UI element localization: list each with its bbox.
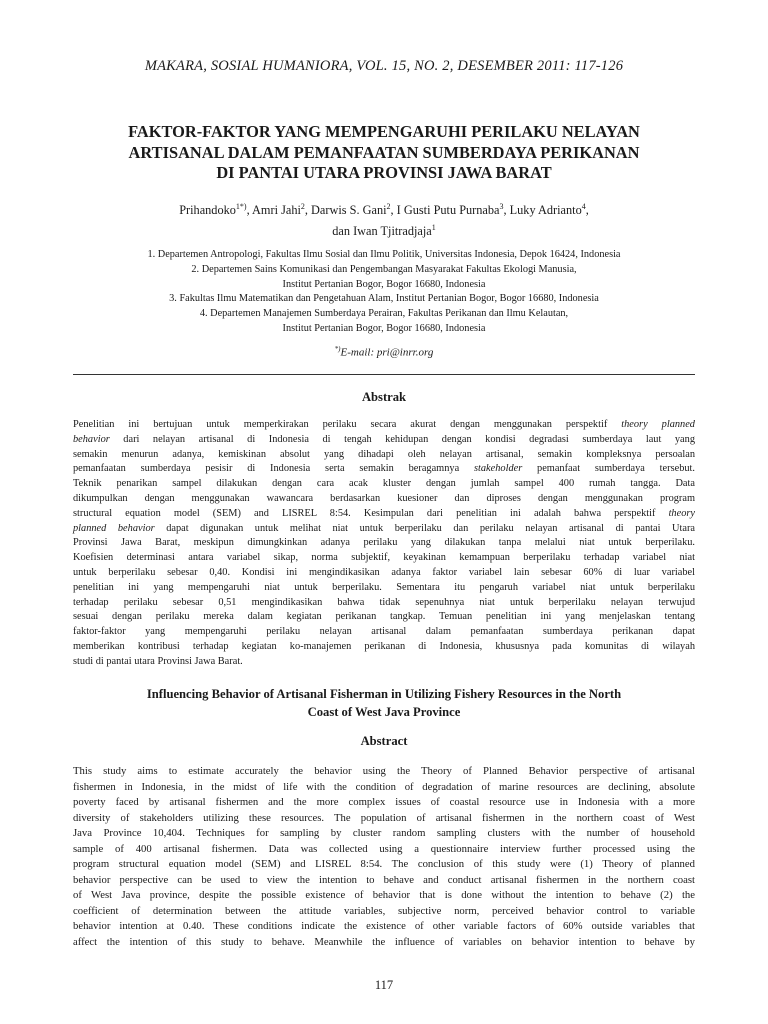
author-line (60, 219, 708, 240)
author-name: , I Gusti Putu Purnaba (390, 203, 500, 218)
text-line: memberikan kontribusi terhadap kegiatan ko-manajemen perikanan di Indonesia, khususnya pada komunitas di wilayah (73, 640, 695, 652)
author-sup: 2 (386, 202, 391, 211)
abstrak-body (73, 418, 695, 670)
text-line: poverty faced by artisanal fishermen and the more complex issues of coastal resource use in Indonesia with a more (73, 796, 695, 808)
text-line: pemanfaatan sumberdaya pesisir di Indonesia serta semakin beragamnya stakeholder pemanfaat sumberdaya tersebut. (73, 463, 695, 475)
text-line: studi di pantai utara Provinsi Jawa Barat. (73, 655, 243, 667)
text-line: behavior perspective can be used to view the intention to behave and conduct artisanal fishermen in the northern coast (73, 873, 695, 886)
english-title-line: Influencing Behavior of Artisanal Fisherman in Utilizing Fishery Resources in the North (146, 687, 622, 701)
author-sep: , (585, 203, 589, 218)
affiliation-line: 4. Departemen Manajemen Sumberdaya Perairan, Fakultas Perikanan dan Ilmu Kelautan, (199, 308, 569, 320)
english-title-line: Coast of West Java Province (307, 704, 461, 719)
text-line: faktor-faktor yang mempengaruhi perilaku nelayan artisanal dalam pemanfaatan sumberdaya perikanan dapat (73, 626, 695, 638)
text-line: affect the intention of this study to behave. Meanwhile the influence of variables on behavior intention to behave by (73, 935, 695, 948)
author-sup: 1*) (235, 202, 247, 211)
title-line: FAKTOR-FAKTOR YANG MEMPENGARUHI PERILAKU NELAYAN (128, 122, 640, 141)
email-mark: *) (334, 345, 341, 353)
text-line: dikumpulkan dengan menggunakan wawancara berdasarkan kuesioner dan diproses dengan menggunakan program (73, 492, 695, 504)
author-name: dan Iwan Tjitradjaja (332, 224, 432, 239)
contact-email (0, 345, 768, 359)
author-sup: 4 (581, 202, 586, 211)
author-list (60, 198, 708, 240)
author-name: Prihandoko (179, 203, 236, 218)
text-line: behavior intention at 0.40. These conditions indicate the existence of other variable factors of 60% outside variables that (73, 920, 695, 932)
text-line: Penelitian ini bertujuan untuk memperkirakan perilaku secara akurat dengan menggunakan perspektif theory planned (73, 419, 695, 430)
text-line: Provinsi Jawa Barat, meskipun dimungkinkan adanya perilaku yang dilakukan tanpa melalui niat untuk berperilaku. (73, 537, 695, 549)
text-line: Teknik penarikan sampel dilakukan dengan cara acak kluster dengan jumlah sampel 400 rumah tangga. Data (73, 478, 695, 490)
text-line: planned behavior dapat digunakan untuk melihat niat untuk berperilaku dan perilaku nelayan artisanal di pantai Utara (73, 522, 695, 534)
affiliation-line: 3. Fakultas Ilmu Matematikan dan Pengetahuan Alam, Institut Pertanian Bogor, Bogor 16680, Indonesia (169, 293, 599, 305)
divider (73, 374, 695, 375)
author-name: , Amri Jahi (246, 203, 301, 218)
author-sup: 2 (300, 202, 305, 211)
text-line: diversity of stakeholders utilizing these resources. The population of artisanal fishermen in the northern coast of West (73, 811, 695, 824)
journal-header: MAKARA, SOSIAL HUMANIORA, VOL. 15, NO. 2, DESEMBER 2011: 117-126 (144, 58, 624, 74)
page-number: 117 (374, 978, 394, 992)
paper-title (60, 122, 708, 184)
text-line: behavior dari nelayan artisanal di Indonesia di tengah kehidupan dengan kondisi degradasi sumberdaya laut yang (73, 433, 695, 445)
affiliations (40, 248, 728, 337)
author-sup: 3 (499, 202, 504, 211)
abstract-body (73, 764, 695, 950)
text-line: program structural equation model (SEM) and LISREL 8:54. The conclusion of this study were (1) Theory of planned (73, 858, 695, 870)
text-line: semakin menurun adanya, kemiskinan absolut yang dihadapi oleh nelayan artisanal, semakin kompleksnya persoalan (73, 448, 695, 460)
text-line: untuk berperilaku sebesar 0,40. Kondisi ini mengindikasikan adanya faktor variabel lain sebesar 60% di luar variabel (73, 566, 695, 578)
author-name: , Luky Adrianto (503, 203, 582, 218)
text-line: terhadap perilaku sebesar 0,51 mengindikasikan bahwa tidak sepenuhnya niat untuk berperilaku nelayan terwujud (73, 596, 695, 608)
affiliation-line: 2. Departemen Sains Komunikasi dan Pengembangan Masyarakat Fakultas Ekologi Manusia, (191, 263, 577, 275)
english-title (60, 686, 708, 721)
author-line (60, 198, 708, 219)
abstrak-heading: Abstrak (361, 390, 407, 404)
author-sup: 1 (431, 223, 436, 233)
email-text: E-mail: pri@inrr.org (340, 346, 434, 359)
text-line: This study aims to estimate accurately the behavior using the Theory of Planned Behavior perspective of artisanal (73, 765, 695, 777)
text-line: coefficient of determination between the attitude variables, subjective norm, perceived behavior control to variable (73, 904, 695, 917)
title-line: DI PANTAI UTARA PROVINSI JAWA BARAT (216, 163, 552, 182)
abstract-heading: Abstract (360, 734, 408, 748)
text-line: of West Java province, despite the possible existence of behavior that is done without the intention to behave (2) the (73, 889, 695, 901)
text-line: sample of 400 artisanal fishermen. Data was collected using a questionnaire interview further processed using the (73, 842, 695, 855)
text-line: sesuai dengan perilaku mereka dalam kegiatan perikanan tangkap. Temuan penelitian ini yang menjelaskan tentang (73, 611, 695, 623)
affiliation-line: Institut Pertanian Bogor, Bogor 16680, Indonesia (282, 278, 486, 290)
affiliation-line: 1. Departemen Antropologi, Fakultas Ilmu Sosial dan Ilmu Politik, Universitas Indonesia, Depok 16424, Indonesia (147, 249, 621, 260)
text-line: penelitian ini yang mempengaruhi niat untuk berperilaku. Sementara itu pengaruh variabel niat untuk berperilaku (73, 581, 695, 593)
author-name: , Darwis S. Gani (304, 203, 387, 218)
text-line: Koefisien determinasi antara variabel sikap, norma subjektif, keyakinan kemampuan berperilaku terhadap variabel niat (73, 552, 695, 564)
title-line: ARTISANAL DALAM PEMANFAATAN SUMBERDAYA PERIKANAN (128, 142, 640, 162)
text-line: structural equation model (SEM) and LISREL 8:54. Kesimpulan dari penelitian ini adalah bahwa perspektif theory (73, 507, 695, 519)
affiliation-line: Institut Pertanian Bogor, Bogor 16680, Indonesia (282, 322, 486, 334)
text-line: fishermen in Indonesia, in the midst of life with the condition of degradation of marine resources are declining, absolute (73, 780, 695, 793)
text-line: Java Province 10,404. Techniques for sampling by cluster random sampling clusters with the number of household (73, 827, 695, 839)
